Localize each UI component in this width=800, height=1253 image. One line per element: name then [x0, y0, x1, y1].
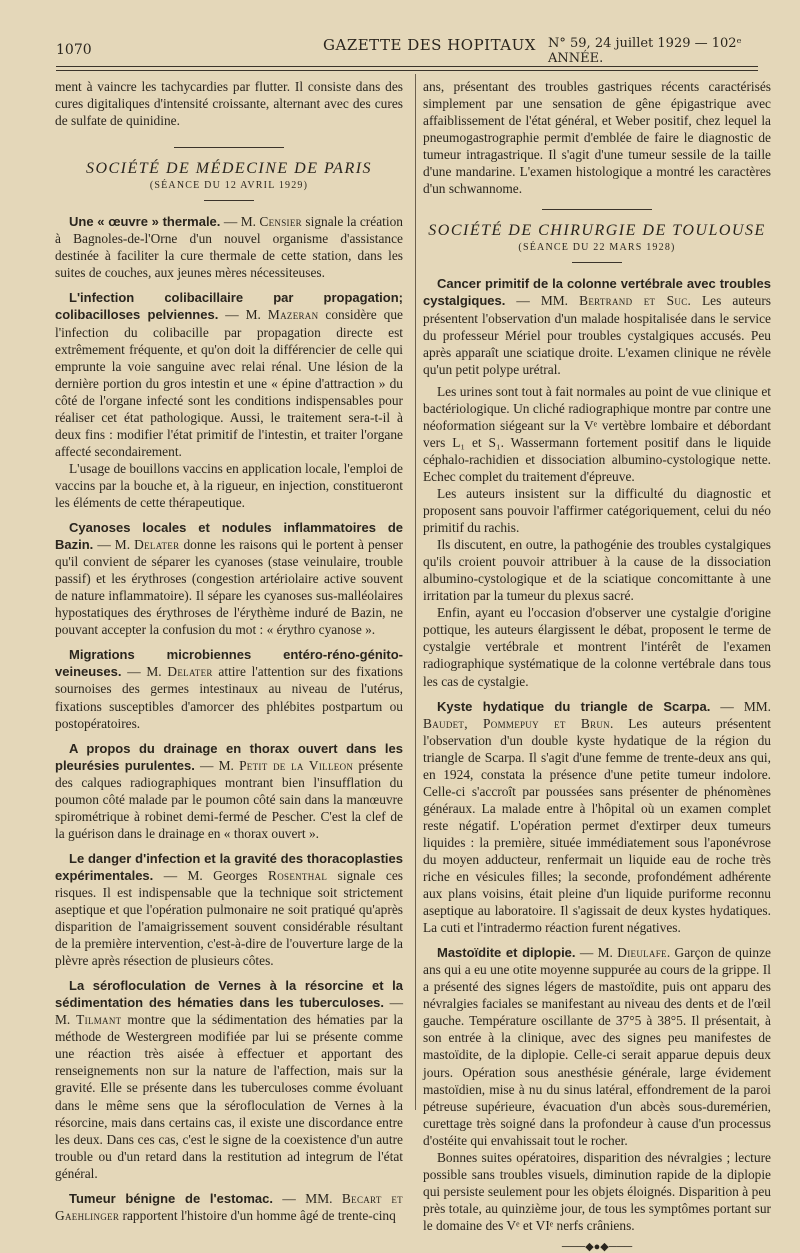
article-text: . Les auteurs présentent l'observation d'un double kyste hydatique de la région du triangle de Scarpa. Il s'agit d'une femme de trente-deux ans qui, en 1924, constata la présence d'une petite tumeur indolore. Celle-ci s'accroît par poussées sans présenter de phénomènes généraux. La malade entre à l'hôpital où un examen complet reste négatif. L'opération permet d'extirper deux tumeurs liquides : la première, située immédiatement sous l'aponévrose du moyen adducteur, renfermait un liquide eau de roche très riche en vésicules filles; la seconde, profondément adhérente aux plans voisins, était pleine d'un liquide puriforme reconnu aseptique au laboratoire. Il s'agissait de deux kystes hydatiques. La cuti et l'intradermo réaction furent négatives. — [423, 715, 771, 936]
article-text: rapportent l'histoire d'un homme âgé de trente-cinq — [119, 1207, 396, 1223]
article-author: Rosenthal — [267, 867, 328, 883]
article-paragraph: Les auteurs insistent sur la difficulté du diagnostic et proposent sans pouvoir l'affirmer catégoriquement, celui du néo primitif du rachis. — [423, 485, 771, 536]
article-paragraph: Bonnes suites opératoires, disparition des névralgies ; lecture possible sans troubles visuels, diminution rapide de la diplopie qui persiste seulement pour les objets éloignés. Disparition à peu près totale, au quinzième jour, de tous les symptômes portant sur le domaine des Vᵉ et VIᵉ nerfs crâniens. — [423, 1149, 771, 1233]
article-drainage — [55, 740, 403, 842]
end-ornament: ───◆●◆─── — [561, 1241, 633, 1253]
article-title: Tumeur bénigne de l'estomac. — [69, 1190, 273, 1206]
running-header — [0, 36, 800, 66]
article-text: attire l'attention sur des fixations sournoises des germes intestinaux au niveau de l'utérus, fixations susceptibles d'amorcer des phlébites postpartum ou postopératoires. — [55, 664, 403, 731]
left-column — [55, 78, 403, 1224]
article-text: signale la création à Bagnoles-de-l'Orne d'un nouvel organisme d'assistance destinée à faciliter la cure thermale de cette station, dans les suites de couches, aux jeunes mères nécessiteuses. — [55, 214, 403, 281]
seance-date: (SÉANCE DU 12 AVRIL 1929) — [149, 180, 309, 192]
article-author: Mazeran — [267, 307, 319, 323]
society-heading: SOCIÉTÉ DE MÉDECINE DE PARIS — [85, 160, 373, 178]
article-paragraph: Les urines sont tout à fait normales au point de vue clinique et bactériologique. Un cliché radiographique montre par contre une néoformation siégeant sur la Vᵉ vertèbre lombaire et débordant vers L₁ et S₁. Wassermann fortement positif dans le liquide céphalo-rachidien et dissociation albumino-cystologique nette. Echec complet du traitement d'épreuve. — [423, 383, 771, 484]
article-sep: — MM. — [505, 293, 580, 309]
article-oeuvre-thermale — [55, 213, 403, 281]
article-author: Becart et Gaehlinger — [55, 1190, 403, 1223]
right-intro: ans, présentant des troubles gastriques récents caractérisés simplement par une sensation de gêne épigastrique avec affaiblissement de l'état général, et Weber positif, chez lequel la pneumogastrographie permit d'emblée de faire le diagnostic de tumeur intragastrique. Il s'agit d'une tumeur sessile de la taille d'une mandarine. L'examen histologique a montré les caractères d'un schwannome. — [423, 79, 771, 197]
header-rule-top — [56, 66, 758, 67]
article-author: Baudet, Pommepuy et Brun — [423, 715, 610, 731]
article-migrations — [55, 646, 403, 731]
article-sep: — M. — [55, 995, 403, 1028]
article-tumeur-estomac — [55, 1190, 403, 1224]
left-intro: ment à vaincre les tachycardies par flutter. Il consiste dans des cures digitaliques d'intensité croissante, alternant avec des cures de sulfate de quinidine. — [55, 79, 403, 129]
article-author: Tilmant — [76, 1012, 122, 1028]
article-sep: — M. — [121, 664, 168, 680]
article-kyste-hydatique — [423, 698, 771, 937]
article-title: Cyanoses locales et nodules inflammatoires de Bazin. — [55, 520, 403, 553]
column-divider — [415, 74, 416, 1110]
article-title: Une « œuvre » thermale. — [69, 214, 221, 230]
article-sep: — M. — [194, 757, 240, 773]
article-author: Petit de la Villeon — [239, 757, 354, 773]
article-author: Censier — [259, 214, 302, 230]
article-cyanoses — [55, 519, 403, 638]
article-author: Delater — [134, 537, 180, 553]
article-paragraph: Enfin, ayant eu l'occasion d'observer une cystalgie d'origine pottique, les auteurs élargissent le débat, proposent le terme de cystalgie vertébrale et montrent l'intérêt de l'examen radiographique systématique de la colonne vertébrale dans tous les cas de cystalgie. — [423, 605, 771, 689]
article-colibacillaire-cont: L'usage de bouillons vaccins en application locale, l'emploi de vaccins par la bouche et, à la rigueur, en injection, constitueront les éléments de cette thérapeutique. — [55, 460, 403, 510]
article-sep: — M. — [220, 214, 260, 230]
article-cancer-vertebral — [423, 275, 771, 377]
article-sep: — MM. — [710, 698, 772, 714]
article-sep: — M. — [575, 945, 618, 961]
article-sep: — M. — [218, 307, 268, 323]
issue-info: N° 59, 24 juillet 1929 — 102ᵉ ANNÉE. — [548, 36, 742, 66]
article-mastoidite — [423, 944, 771, 1149]
article-text: signale ces risques. Il est indispensable que la technique soit strictement aseptique et que l'opération pulmonaire ne soit pratiqué qu'après disparition de l'amaigrissement souvent considérable résultant de la première intervention, c'est-à-dire de l'ouverture large de la plèvre après résection de plusieurs côtes. — [55, 867, 403, 969]
article-paragraph: Ils discutent, en outre, la pathogénie des troubles cystalgiques qu'ils croient pouvoir attribuer à la cause de la dissociation albumino-cystologique et de la sciatique concomittante à une irritation par la tumeur du plexus sacré. — [423, 537, 771, 604]
right-column — [423, 78, 771, 1252]
society-heading: SOCIÉTÉ DE CHIRURGIE DE TOULOUSE — [428, 222, 766, 240]
article-sep: — M. Georges — [153, 867, 268, 883]
article-author: Bertrand et Suc — [579, 293, 688, 309]
journal-title: GAZETTE DES HOPITAUX — [323, 36, 536, 54]
article-title: Mastoïdite et diplopie. — [437, 945, 576, 961]
article-title: Le danger d'infection et la gravité des thoracoplasties expérimentales. — [55, 850, 403, 883]
article-text: considère que l'infection du colibacille par propagation directe est extrêmement fréquente, et qu'on doit la différencier de celle qui emprunte la voie sanguine avec relai rénal. Une lésion de la dernière portion du gros intestin et une « épine d'attraction » du côté de l'organe infecté sont les conditions indispensables pour réaliser cet état pathologique. Aussi, le traitement sera-t-il à deux fins : modifier l'état primitif de l'intestin, et traiter l'organe affecté secondairement. — [55, 307, 403, 459]
article-author: Dieulafe — [617, 945, 667, 961]
article-serofloculation — [55, 977, 403, 1182]
article-title: L'infection colibacillaire par propagation; colibacilloses pelviennes. — [55, 290, 403, 323]
article-author: Delater — [167, 664, 213, 680]
article-title: Kyste hydatique du triangle de Scarpa. — [437, 698, 711, 714]
seance-date: (SÉANCE DU 22 MARS 1928) — [518, 242, 676, 254]
article-colibacillaire — [55, 289, 403, 459]
article-text: présente des calques radiographiques montrant bien l'insufflation du poumon côté malade par le poumon côté sain dans la manœuvre spirométrique à robinet demi-fermé de Pescher. C'est la clef de la guérison dans le drainage en « thorax ouvert ». — [55, 757, 403, 841]
article-text: . Les auteurs présentent l'observation d'un malade hospitalisée dans le service du professeur Mériel pour troubles cystalgiques accusés. Peu après apparaît une sciatique droite. L'examen clinique ne révèle qu'un petit polype urétral. — [423, 293, 772, 377]
article-sep: — MM. — [272, 1190, 342, 1206]
page-number: 1070 — [56, 42, 92, 58]
article-title: Cancer primitif de la colonne vertébrale avec troubles cystalgiques. — [423, 276, 771, 309]
article-text: donne les raisons qui le portent à penser qu'il convient de séparer les cyanoses (stase veinulaire, trouble passif) et les érythroses (congestion artériolaire active souvent de nature inflammatoire). Il sépare les cyanoses sus-malléolaires hypostatiques des érythroses de l'érythème induré de Bazin, ne pouvant accepter la confusion du mot : « érythro cyanose ». — [55, 537, 403, 638]
article-title: La sérofloculation de Vernes à la résorcine et la sédimentation des hématies dans les tuberculoses. — [55, 978, 403, 1011]
article-thoracoplasties — [55, 850, 403, 969]
article-text: . Garçon de quinze ans qui a eu une otite moyenne suppurée au cours de la grippe. Il a présenté des signes légers de mastoïdite, puis ont apparu des névralgies faciales se manifestant au niveau des dents et de l'œil gauche. Température oscillante de 37°5 à 38°5. Il présentait, à son entrée à la clinique, avec des signes peu manifestes de mastoïdite, de la diplopie. Celle-ci serait apparue depuis deux jours. Opération sous anesthésie générale, large évidement mastoïdien, mise à nu du sinus latéral, effondrement de la paroi pétreuse supérieure, évacuation d'un abcès sous-duremérien, curettage très soigné dans la profondeur à cause d'un processus d'ostéite qui envahissait tout le rocher. — [423, 945, 771, 1148]
article-title: A propos du drainage en thorax ouvert dans les pleurésies purulentes. — [55, 740, 403, 773]
article-title: Migrations microbiennes entéro-réno-génito-veineuses. — [55, 647, 403, 680]
article-sep: — M. — [93, 537, 135, 553]
article-text: montre que la sédimentation des hématies par la méthode de Westergreen modifiée par lui se présente comme une réaction très aisée à effectuer et apportant des renseignements non sur la nature de l'affection, mais sur la gravité. Elle se présente dans les tuberculoses comme évoluant dans le même sens que la sérofloculation de Vernes à la résorcine, mais dans certains cas, il existe une discordance entre les deux. Dans ces cas, c'est le signe de la coexistence d'un autre trouble ou d'un retard dans la restitution ad integrum de l'état général. — [55, 1012, 403, 1181]
header-rule-bottom — [56, 70, 758, 71]
